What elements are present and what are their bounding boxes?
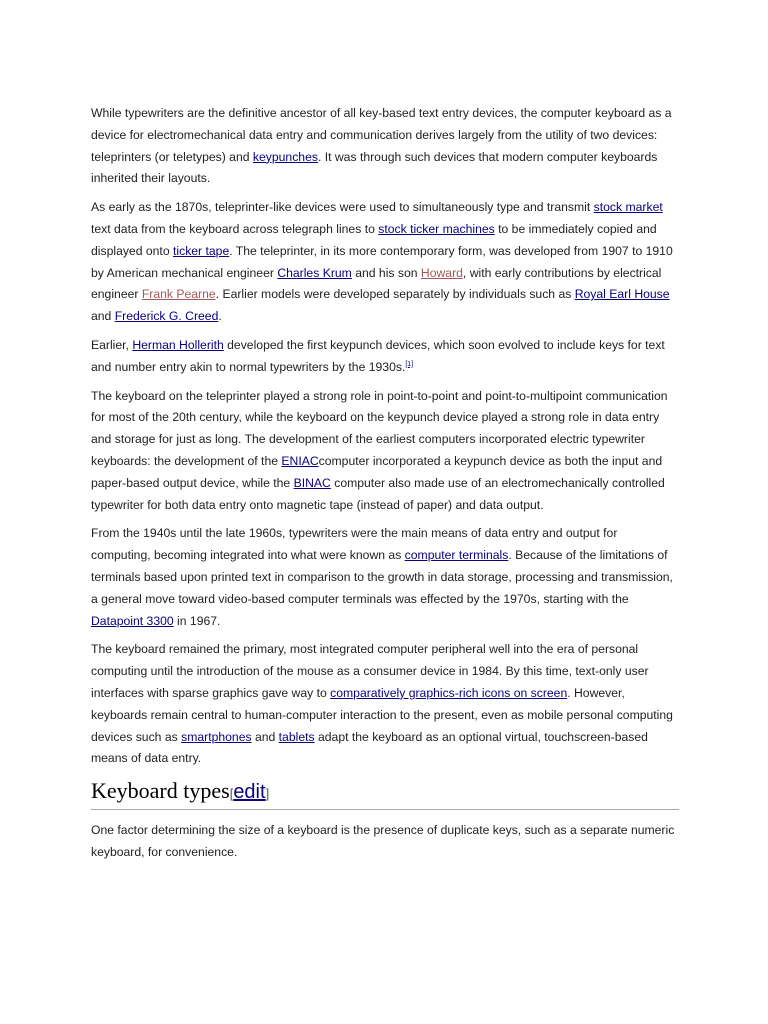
link-charles-krum[interactable]: Charles Krum xyxy=(277,265,352,280)
link-datapoint-3300[interactable]: Datapoint 3300 xyxy=(91,613,174,628)
link-howard[interactable]: Howard xyxy=(420,265,463,280)
link-stock-market[interactable]: stock market xyxy=(593,200,663,215)
link-graphics-rich-icons[interactable]: comparatively graphics-rich icons on screen xyxy=(330,685,568,700)
article-body xyxy=(91,103,679,871)
link-keypunches[interactable]: keypunches xyxy=(252,149,318,164)
link-computer-terminals[interactable]: computer terminals xyxy=(404,548,509,563)
link-frank-pearne[interactable]: Frank Pearne xyxy=(141,287,216,302)
link-tablets[interactable]: tablets xyxy=(278,729,315,744)
paragraph-early-computers: The keyboard on the teleprinter played a strong role in point-to-point and point-to-multipoint communication for most of the 20th century, while the keyboard on the keypunch device played a strong role in data entry and storage for just as long. The development of the earliest computers incorporated electric typewriter keyboards: the development of the ENIACcomputer incorporated a keypunch device as both the input and paper-based output device, while the BINAC computer also made use of an electromechanically controlled typewriter for both data entry onto magnetic tape (instead of paper) and data output. xyxy=(91,388,668,512)
section-title: Keyboard types xyxy=(91,778,230,804)
reference-link[interactable]: [1] xyxy=(405,360,414,368)
edit-link[interactable]: edit xyxy=(233,781,266,804)
paragraph-keypunch: Earlier, Herman Hollerith developed the first keypunch devices, which soon evolved to include keys for text and number entry akin to normal typewriters by the 1930s.[1] xyxy=(91,337,665,374)
paragraph-terminals: From the 1940s until the late 1960s, typewriters were the main means of data entry and output for computing, becoming integrated into what were known as computer terminals. Because of the limitations of terminals based upon printed text in comparison to the growth in data storage, processing and transmission, a general move toward video-based computer terminals was effected by the 1970s, starting with the Datapoint 3300 in 1967. xyxy=(91,526,673,628)
link-stock-ticker-machines[interactable]: stock ticker machines xyxy=(378,221,495,236)
link-binac[interactable]: BINAC xyxy=(293,475,331,490)
link-smartphones[interactable]: smartphones xyxy=(181,729,252,744)
section-heading-keyboard-types xyxy=(91,777,679,810)
edit-section: [edit] xyxy=(229,781,270,804)
paragraph-teleprinter: As early as the 1870s, teleprinter-like devices were used to simultaneously type and transmit stock market text data from the keyboard across telegraph lines to stock ticker machines to be immediately copied and displayed onto ticker tape. The teleprinter, in its more contemporary form, was developed from 1907 to 1910 by American mechanical engineer Charles Krum and his son Howard, with early contributions by electrical engineer Frank Pearne. Earlier models were developed separately by individuals such as Royal Earl House and Frederick G. Creed. xyxy=(91,200,673,324)
paragraph-history-intro: While typewriters are the definitive ancestor of all key-based text entry devices, the computer keyboard as a device for electromechanical data entry and communication derives largely from the utility of two devices: teleprinters (or teletypes) and keypunches. It was through such devices that modern computer keyboards inherited their layouts. xyxy=(91,106,672,186)
link-frederick-g-creed[interactable]: Frederick G. Creed xyxy=(114,309,219,324)
link-royal-earl-house[interactable]: Royal Earl House xyxy=(574,287,670,302)
link-herman-hollerith[interactable]: Herman Hollerith xyxy=(132,337,224,352)
paragraph-keyboard-size: One factor determining the size of a keyboard is the presence of duplicate keys, such as a separate numeric keyboard, for convenience. xyxy=(91,823,675,859)
link-eniac[interactable]: ENIAC xyxy=(281,453,319,468)
paragraph-personal-computing: The keyboard remained the primary, most integrated computer peripheral well into the era of personal computing until the introduction of the mouse as a consumer device in 1984. By this time, text-only user interfaces with sparse graphics gave way to comparatively graphics-rich icons on screen. However, keyboards remain central to human-computer interaction to the present, even as mobile personal computing devices such as smartphones and tablets adapt the keyboard as an optional virtual, touchscreen-based means of data entry. xyxy=(91,642,673,766)
link-ticker-tape[interactable]: ticker tape xyxy=(173,243,230,258)
